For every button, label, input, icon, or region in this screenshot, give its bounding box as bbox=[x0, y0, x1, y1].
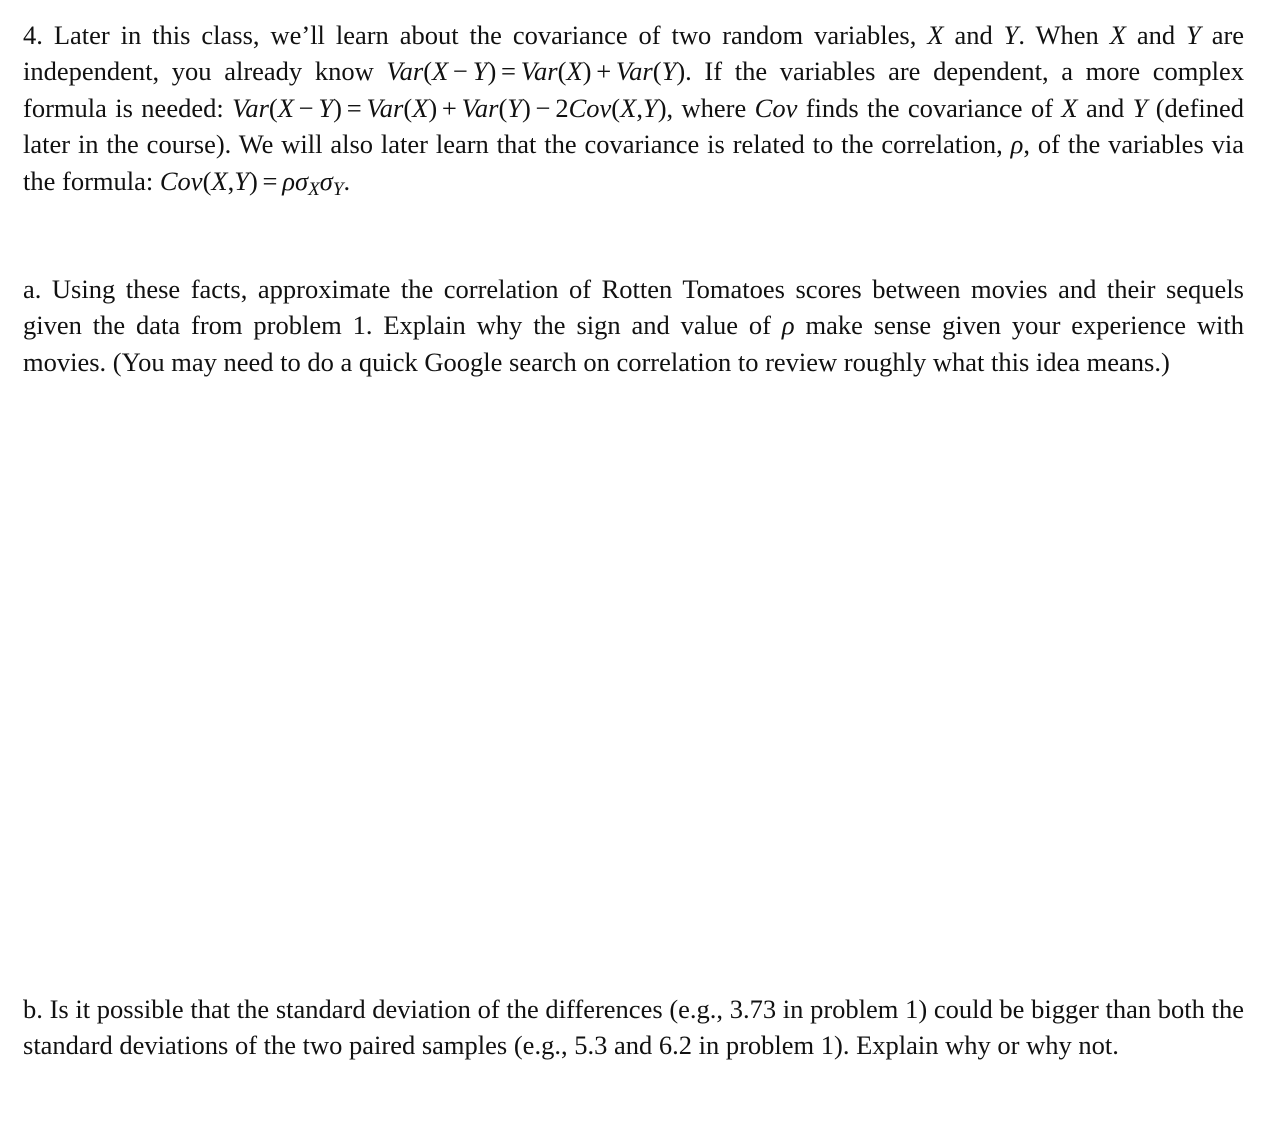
cov-func: Cov bbox=[568, 92, 612, 123]
subscript-y: Y bbox=[332, 178, 344, 200]
var-func: Var bbox=[386, 56, 424, 87]
paren-open: ( bbox=[557, 56, 567, 87]
correlation-sentence: (defined later in the course). We will also later learn that the covariance is related to the correlation, bbox=[23, 92, 1245, 160]
comma: , bbox=[227, 165, 235, 196]
var-x: X bbox=[1061, 92, 1078, 123]
sigma-symbol: σ bbox=[319, 165, 333, 196]
var-func: Var bbox=[366, 92, 404, 123]
plus-sign: + bbox=[441, 92, 457, 123]
minus-sign: − bbox=[535, 92, 551, 123]
problem-4-intro bbox=[23, 17, 1244, 208]
formula-cov-rho bbox=[159, 165, 351, 200]
word-and: and bbox=[954, 20, 993, 50]
comma: , bbox=[636, 92, 643, 123]
formula-intro: , of the variables via the formula: bbox=[23, 129, 1245, 196]
equals-sign: = bbox=[501, 56, 516, 87]
paren-open: ( bbox=[611, 92, 621, 123]
rho-symbol: ρ bbox=[781, 310, 795, 341]
part-b-question bbox=[23, 991, 1244, 1064]
paren-open: ( bbox=[268, 92, 278, 123]
minus-sign: − bbox=[452, 56, 468, 87]
formula-dependent bbox=[232, 93, 666, 123]
dependent-sentence: . If the variables are dependent, a more complex formula is needed: bbox=[23, 56, 1245, 123]
paren-open: ( bbox=[202, 165, 212, 196]
part-a-text-1: a. Using these facts, approximate the correlation of Rotten Tomatoes scores between movies and their sequels given the data from problem 1. Explain why the sign and value of bbox=[23, 274, 1244, 341]
rho-symbol: ρ bbox=[1010, 129, 1024, 160]
period: . bbox=[343, 165, 351, 196]
paren-close: ) bbox=[522, 92, 531, 123]
paren-close: ) bbox=[487, 56, 497, 87]
subscript-x: X bbox=[308, 178, 320, 200]
var-y: Y bbox=[642, 92, 658, 123]
paren-open: ( bbox=[652, 56, 662, 87]
var-x: X bbox=[432, 56, 449, 87]
var-func: Var bbox=[461, 92, 499, 123]
var-y: Y bbox=[234, 165, 249, 196]
var-y: Y bbox=[1132, 92, 1148, 123]
paren-open: ( bbox=[498, 92, 508, 123]
plus-sign: + bbox=[596, 56, 612, 87]
word-and: and bbox=[1136, 20, 1176, 50]
var-func: Var bbox=[232, 92, 269, 123]
var-x: X bbox=[566, 56, 583, 87]
paren-open: ( bbox=[403, 92, 413, 123]
paren-close: ) bbox=[657, 92, 667, 123]
intro-sentence: Later in this class, we’ll learn about the covariance of two random variables, bbox=[53, 20, 917, 50]
comma: , bbox=[666, 92, 674, 123]
coefficient-two: 2 bbox=[555, 92, 569, 123]
var-y: Y bbox=[318, 92, 334, 123]
paren-close: ) bbox=[676, 56, 686, 87]
var-func: Var bbox=[520, 56, 558, 87]
var-x: X bbox=[1109, 20, 1126, 50]
var-y: Y bbox=[1186, 20, 1201, 50]
paren-close: ) bbox=[248, 165, 258, 196]
word-when: When bbox=[1035, 20, 1099, 50]
var-y: Y bbox=[1003, 20, 1019, 50]
independent-sentence: are independent, you already know bbox=[23, 20, 1245, 87]
var-x: X bbox=[927, 20, 944, 50]
period: . bbox=[1018, 20, 1026, 50]
var-x: X bbox=[412, 92, 429, 123]
word-where: where bbox=[681, 92, 747, 123]
var-x: X bbox=[620, 92, 637, 123]
equals-sign: = bbox=[346, 92, 362, 123]
var-y: Y bbox=[472, 56, 488, 87]
rho-symbol: ρ bbox=[282, 165, 295, 196]
part-b-text: b. Is it possible that the standard deviation of the differences (e.g., 3.73 in problem 1) could be bigger than both the standard deviations of the two paired samples (e.g., 5.3 and 6.2 in problem 1). Explain why or why not. bbox=[23, 994, 1244, 1061]
formula-independent bbox=[386, 56, 685, 86]
var-x: X bbox=[277, 92, 294, 123]
sigma-symbol: σ bbox=[295, 165, 309, 196]
paren-close: ) bbox=[333, 92, 342, 123]
paren-close: ) bbox=[428, 92, 438, 123]
equals-sign: = bbox=[262, 165, 278, 196]
finds-sentence: finds the covariance of bbox=[805, 92, 1054, 123]
word-and: and bbox=[1085, 92, 1125, 123]
cov-func: Cov bbox=[754, 92, 798, 123]
var-func: Var bbox=[615, 56, 653, 87]
part-a-text-2: make sense given your experience with movies. (You may need to do a quick Google search on correlation to review roughly what this idea means.) bbox=[23, 310, 1245, 377]
var-y: Y bbox=[507, 92, 523, 123]
var-x: X bbox=[211, 165, 228, 196]
minus-sign: − bbox=[298, 92, 314, 123]
part-a-question bbox=[23, 271, 1244, 380]
problem-number: 4. bbox=[23, 20, 43, 50]
var-y: Y bbox=[661, 56, 677, 87]
paren-close: ) bbox=[582, 56, 592, 87]
cov-func: Cov bbox=[159, 165, 203, 196]
paren-open: ( bbox=[423, 56, 433, 87]
